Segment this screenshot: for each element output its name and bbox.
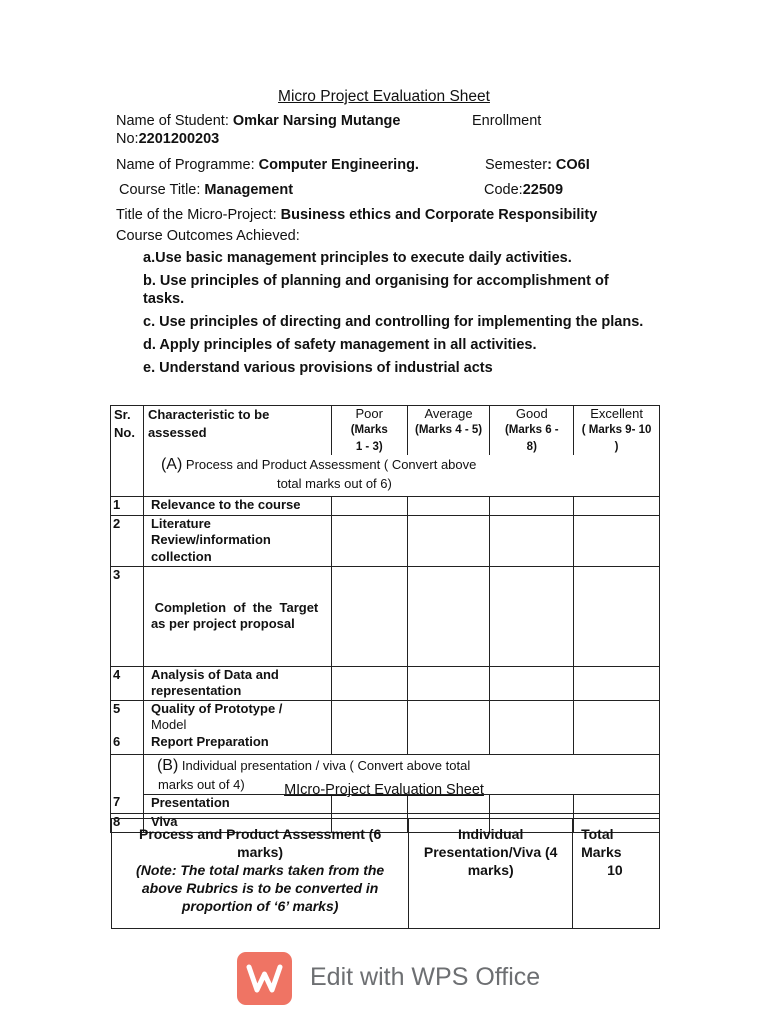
outcome-a: a.Use basic management principles to execute daily activities. [143,250,572,266]
enrollment-line [116,131,219,147]
enrollment-prefix: No: [116,131,139,147]
outcomes-label: Course Outcomes Achieved: [116,228,300,244]
outcome-b-cont: tasks. [143,291,185,307]
enrollment-label: Enrollment [472,113,542,129]
poor-cell[interactable] [331,566,407,666]
row-characteristic: Completion of the Target as per project proposal [143,566,331,666]
rubric-table [110,405,660,833]
programme-line [116,157,419,173]
row-characteristic: Viva [143,813,331,832]
average-cell[interactable] [407,515,490,566]
section-b-heading: (B) Individual presentation / viva ( Convert above total marks out of 4) [143,754,659,794]
poor-cell[interactable] [331,515,407,566]
row-number: 4 [111,666,144,700]
header-excellent: Excellent ( Marks 9- 10 ) [574,406,660,456]
good-cell[interactable] [490,496,574,515]
rubric-header-row [111,406,660,456]
header-good: Good (Marks 6 - 8) [490,406,574,456]
outcome-e: e. Understand various provisions of industrial acts [143,360,493,376]
good-cell[interactable] [490,700,574,754]
summary-table [111,818,660,929]
course-line [119,182,293,198]
row-number-pair: 5 6 [111,700,144,754]
wps-edit-link[interactable]: Edit with WPS Office [310,963,541,991]
outcome-c: c. Use principles of directing and controlling for implementing the plans. [143,314,644,330]
excellent-cell[interactable] [574,700,660,754]
outcome-d: d. Apply principles of safety management in all activities. [143,337,537,353]
section-a-row [111,455,660,496]
programme-label: Name of Programme: [116,157,259,173]
table-row [111,666,660,700]
summary-row [112,819,660,929]
outcome-b: b. Use principles of planning and organising for accomplishment of [143,273,609,289]
header-poor: Poor (Marks 1 - 3) [331,406,407,456]
row-characteristic: Presentation [143,794,331,813]
summary-process-cell[interactable]: Process and Product Assessment (6 marks) (Note: The total marks taken from the above Rubrics is to be converted in proportion of ‘6’ marks) [112,819,409,929]
average-cell[interactable] [407,496,490,515]
excellent-cell[interactable] [574,496,660,515]
table-row [111,496,660,515]
course-value: Management [204,182,294,198]
enrollment-number: 2201200203 [138,131,220,147]
average-cell[interactable] [407,566,490,666]
row-number: 1 [111,496,144,515]
code-line [484,182,563,198]
row-number: 8 [111,813,144,832]
poor-cell[interactable] [331,666,407,700]
row-number: 7 [111,794,144,813]
section-a-heading: (A) Process and Product Assessment ( Convert above total marks out of 6) [143,455,659,496]
student-label: Name of Student: [116,113,233,129]
wps-logo-icon[interactable] [237,952,292,1005]
excellent-cell[interactable] [574,515,660,566]
table-row [111,515,660,566]
good-cell[interactable] [490,566,574,666]
table-row [111,566,660,666]
table-row [111,700,660,754]
header-characteristic: Characteristic to be assessed [143,406,331,456]
good-cell[interactable] [490,666,574,700]
excellent-cell[interactable] [574,566,660,666]
poor-cell[interactable] [331,700,407,754]
poor-cell[interactable] [331,496,407,515]
row-characteristic: Literature Review/information collection [143,515,331,566]
course-label: Course Title: [119,182,205,198]
semester-line [485,157,590,173]
project-value: Business ethics and Corporate Responsibility [280,207,598,223]
average-cell[interactable] [407,666,490,700]
row-number: 3 [111,566,144,666]
good-cell[interactable] [490,515,574,566]
excellent-cell[interactable] [574,666,660,700]
code-label: Code: [484,182,523,198]
average-cell[interactable] [407,700,490,754]
header-sr-no: Sr. No. [111,406,144,456]
row-number: 2 [111,515,144,566]
row-characteristic: Relevance to the course [143,496,331,515]
student-name: Omkar Narsing Mutange [232,113,401,129]
student-line [116,113,400,129]
summary-title: MIcro-Project Evaluation Sheet [284,782,484,798]
row-characteristic-pair: Quality of Prototype / Model Report Preparation [143,700,331,754]
summary-viva-cell[interactable]: Individual Presentation/Viva (4 marks) [409,819,573,929]
project-label: Title of the Micro-Project: [116,207,281,223]
project-line [116,207,597,223]
section-a-blank [111,455,144,496]
programme-value: Computer Engineering. [258,157,419,173]
code-value: 22509 [522,182,564,198]
semester-value: : CO6I [547,157,590,173]
semester-label: Semester [485,157,548,173]
page-title: Micro Project Evaluation Sheet [278,88,490,105]
row-characteristic: Analysis of Data and representation [143,666,331,700]
summary-total-cell[interactable]: Total Marks 10 [573,819,660,929]
wps-w-glyph-icon [237,952,292,1005]
header-average: Average (Marks 4 - 5) [407,406,490,456]
